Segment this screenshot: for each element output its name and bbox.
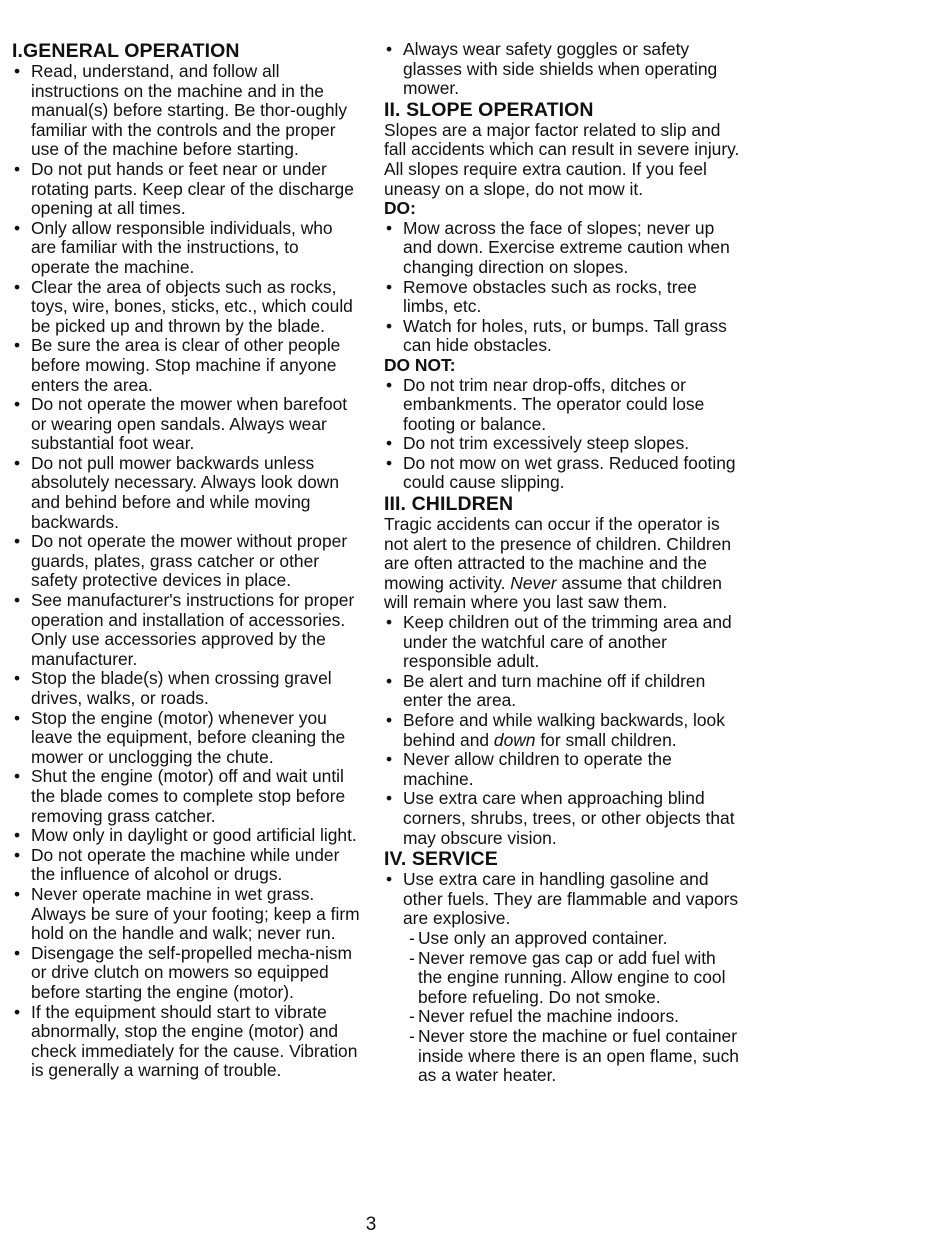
list-item: • See manufacturer's instructions for proper operation and installation of accessories. Only use accessories approved by the manufacturer. xyxy=(12,591,362,669)
list-item: • Before and while walking backwards, look behind and down for small children. xyxy=(384,711,740,750)
list-item: • Keep children out of the trimming area and under the watchful care of another responsible adult. xyxy=(384,613,740,672)
list-item: • Do not trim excessively steep slopes. xyxy=(384,434,740,454)
list-item: • Do not pull mower backwards unless absolutely necessary. Always look down and behind before and while moving backwards. xyxy=(12,454,362,532)
do-not-list xyxy=(384,376,740,494)
sub-list-item: - Use only an approved container. xyxy=(409,929,740,949)
list-item: • Never allow children to operate the machine. xyxy=(384,750,740,789)
children-list xyxy=(384,613,740,848)
general-operation-heading: I.GENERAL OPERATION xyxy=(12,40,240,62)
service-list xyxy=(384,870,740,1086)
list-item: • Be sure the area is clear of other people before mowing. Stop machine if anyone enters the area. xyxy=(12,336,362,395)
list-item: • Use extra care in handling gasoline and other fuels. They are flammable and vapors are explosive. - Use only an approved container. - Never remove gas cap or add fuel with the engine running. Allow engine to cool before refueling. Do not smoke. - Never refuel the machine indoors. - Never store the machine or fuel container inside where there is an open flame, such as a water heater. xyxy=(384,870,740,1086)
page-number: 3 xyxy=(365,1214,377,1235)
left-column xyxy=(12,40,362,1081)
list-item: • Do not mow on wet grass. Reduced footing could cause slipping. xyxy=(384,454,740,493)
children-heading: III. CHILDREN xyxy=(384,493,514,516)
slope-operation-heading: II. SLOPE OPERATION xyxy=(384,98,594,121)
list-item: • Do not operate the mower when barefoot or wearing open sandals. Always wear substantial foot wear. xyxy=(12,395,362,454)
right-column xyxy=(384,40,740,1086)
children-intro: Tragic accidents can occur if the operator is not alert to the presence of children. Children are often attracted to the machine and the mowing activity. Never assume that children will remain where you last saw them. xyxy=(384,514,732,613)
general-operation-list-continued xyxy=(384,40,740,99)
list-item: • If the equipment should start to vibrate abnormally, stop the engine (motor) and check immediately for the cause. Vibration is generally a warning of trouble. xyxy=(12,1003,362,1081)
list-item: • Always wear safety goggles or safety glasses with side shields when operating mower. xyxy=(384,40,740,99)
list-item: • Stop the blade(s) when crossing gravel drives, walks, or roads. xyxy=(12,669,362,708)
list-item: • Never operate machine in wet grass. Always be sure of your footing; keep a firm hold on the handle and walk; never run. xyxy=(12,885,362,944)
list-item: • Clear the area of objects such as rocks, toys, wire, bones, sticks, etc., which could be picked up and thrown by the blade. xyxy=(12,278,362,337)
list-item: • Use extra care when approaching blind corners, shrubs, trees, or other objects that may obscure vision. xyxy=(384,789,740,848)
list-item: • Shut the engine (motor) off and wait until the blade comes to complete stop before removing grass catcher. xyxy=(12,767,362,826)
list-item: • Only allow responsible individuals, who are familiar with the instructions, to operate the machine. xyxy=(12,219,362,278)
sub-list-item: - Never remove gas cap or add fuel with the engine running. Allow engine to cool before refueling. Do not smoke. xyxy=(409,949,740,1008)
sub-list-item: - Never store the machine or fuel container inside where there is an open flame, such as a water heater. xyxy=(409,1027,740,1086)
list-item: • Do not put hands or feet near or under rotating parts. Keep clear of the discharge opening at all times. xyxy=(12,160,362,219)
list-item: • Mow across the face of slopes; never up and down. Exercise extreme caution when changing direction on slopes. xyxy=(384,219,740,278)
do-list xyxy=(384,219,740,356)
list-item: • Remove obstacles such as rocks, tree limbs, etc. xyxy=(384,278,740,317)
list-item: • Be alert and turn machine off if children enter the area. xyxy=(384,672,740,711)
list-item: • Stop the engine (motor) whenever you leave the equipment, before cleaning the mower or unclogging the chute. xyxy=(12,709,362,768)
general-operation-list xyxy=(12,62,362,1081)
sub-list-item: - Never refuel the machine indoors. xyxy=(409,1007,740,1027)
list-item: • Disengage the self-propelled mecha-nism or drive clutch on mowers so equipped before starting the engine (motor). xyxy=(12,944,362,1003)
do-not-label: DO NOT: xyxy=(384,354,456,375)
list-item: • Mow only in daylight or good artificial light. xyxy=(12,826,362,846)
list-item: • Watch for holes, ruts, or bumps. Tall grass can hide obstacles. xyxy=(384,317,740,356)
slope-intro: Slopes are a major factor related to slip and fall accidents which can result in severe injury. All slopes require extra caution. If you feel uneasy on a slope, do not mow it. xyxy=(384,119,740,199)
list-item: • Do not operate the machine while under the influence of alcohol or drugs. xyxy=(12,846,362,885)
list-item: • Read, understand, and follow all instructions on the machine and in the manual(s) before starting. Be thor-oughly familiar with the controls and the proper use of the machine before starting. xyxy=(12,62,362,160)
list-item: • Do not trim near drop-offs, ditches or embankments. The operator could lose footing or balance. xyxy=(384,376,740,435)
service-sublist xyxy=(403,929,740,1086)
do-label: DO: xyxy=(384,198,416,219)
list-item: • Do not operate the mower without proper guards, plates, grass catcher or other safety protective devices in place. xyxy=(12,532,362,591)
service-heading: IV. SERVICE xyxy=(384,848,498,871)
